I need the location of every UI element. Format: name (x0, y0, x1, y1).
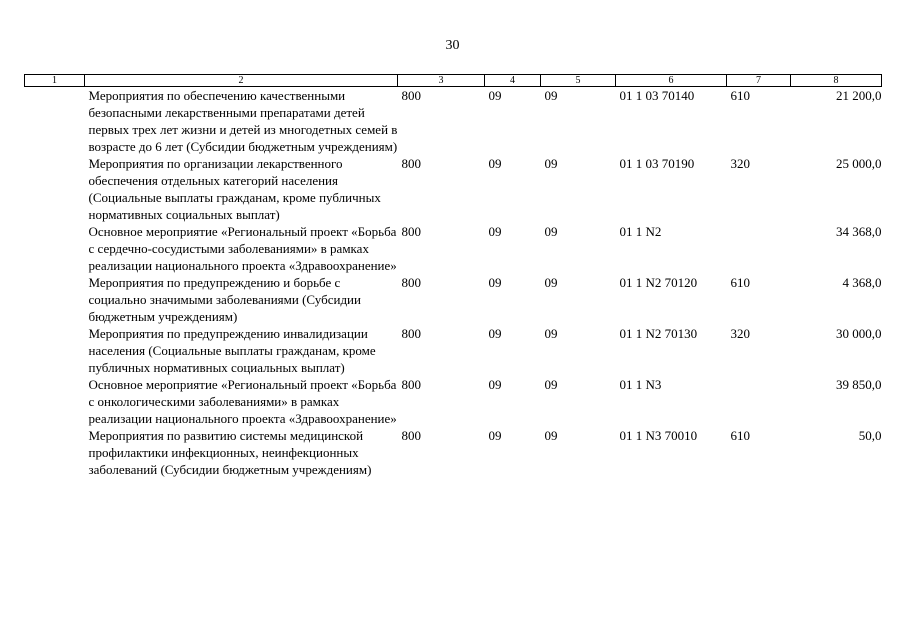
measure-name: Мероприятия по предупреждению и борьбе с социально значимыми заболеваниями (Субсидии бюджетным учреждениям) (88, 275, 361, 324)
section-code: 09 (488, 275, 502, 290)
column-header-8: 8 (791, 75, 882, 87)
amount: 25 000,0 (836, 156, 882, 171)
target-article-code: 01 1 N2 (619, 224, 662, 239)
target-article-code: 01 1 03 70140 (619, 88, 695, 103)
expense-type-code: 610 (730, 428, 750, 443)
subsection-code: 09 (544, 224, 558, 239)
table-row (25, 376, 882, 427)
target-article-code: 01 1 N2 70130 (619, 326, 698, 341)
column-header-7: 7 (727, 75, 791, 87)
page-number: 30 (445, 38, 460, 53)
column-header-4: 4 (485, 75, 541, 87)
measure-name: Основное мероприятие «Региональный проект «Борьба с онкологическими заболеваниями» в рамках реализации национального проекта «Здравоохранение» (88, 377, 397, 426)
expense-type-code: 320 (730, 156, 750, 171)
amount: 50,0 (858, 428, 882, 443)
target-article-code: 01 1 N2 70120 (619, 275, 698, 290)
grbs-code: 800 (401, 326, 421, 341)
column-header-5: 5 (541, 75, 616, 87)
measure-name: Мероприятия по обеспечению качественными безопасными лекарственными препаратами детей первых трех лет жизни и детей из многодетных семей в возрасте до 6 лет (Субсидии бюджетным учреждениям) (88, 88, 398, 154)
target-article-code: 01 1 N3 70010 (619, 428, 698, 443)
measure-name: Мероприятия по организации лекарственного обеспечения отдельных категорий населения (Социальные выплаты гражданам, кроме публичных нормативных социальных выплат) (88, 156, 381, 222)
target-article-code: 01 1 03 70190 (619, 156, 695, 171)
subsection-code: 09 (544, 88, 558, 103)
expense-type-code (727, 376, 791, 427)
budget-table (24, 74, 882, 478)
column-header-6: 6 (616, 75, 727, 87)
amount: 39 850,0 (836, 377, 882, 392)
subsection-code: 09 (544, 377, 558, 392)
table-row (25, 427, 882, 478)
expense-type-code: 320 (730, 326, 750, 341)
section-code: 09 (488, 224, 502, 239)
subsection-code: 09 (544, 156, 558, 171)
table-row (25, 155, 882, 223)
column-header-3: 3 (398, 75, 485, 87)
amount: 30 000,0 (836, 326, 882, 341)
measure-name: Мероприятия по развитию системы медицинской профилактики инфекционных, неинфекционных заболеваний (Субсидии бюджетным учреждениям) (88, 428, 372, 477)
grbs-code: 800 (401, 224, 421, 239)
amount: 4 368,0 (842, 275, 882, 290)
expense-type-code (727, 223, 791, 274)
measure-name: Мероприятия по предупреждению инвалидизации населения (Социальные выплаты гражданам, кроме публичных нормативных социальных выплат) (88, 326, 376, 375)
column-header-1: 1 (25, 75, 85, 87)
table-row (25, 274, 882, 325)
grbs-code: 800 (401, 156, 421, 171)
amount: 21 200,0 (836, 88, 882, 103)
header-row (25, 75, 882, 87)
subsection-code: 09 (544, 428, 558, 443)
column-header-2: 2 (85, 75, 398, 87)
grbs-code: 800 (401, 377, 421, 392)
table-row (25, 223, 882, 274)
section-code: 09 (488, 88, 502, 103)
target-article-code: 01 1 N3 (619, 377, 662, 392)
section-code: 09 (488, 156, 502, 171)
expense-type-code: 610 (730, 275, 750, 290)
section-code: 09 (488, 428, 502, 443)
subsection-code: 09 (544, 275, 558, 290)
grbs-code: 800 (401, 275, 421, 290)
grbs-code: 800 (401, 88, 421, 103)
section-code: 09 (488, 326, 502, 341)
table-row (25, 87, 882, 156)
expense-type-code: 610 (730, 88, 750, 103)
measure-name: Основное мероприятие «Региональный проект «Борьба с сердечно-сосудистыми заболеваниями» в рамках реализации национального проекта «Здравоохранение» (88, 224, 397, 273)
table-row (25, 325, 882, 376)
subsection-code: 09 (544, 326, 558, 341)
grbs-code: 800 (401, 428, 421, 443)
amount: 34 368,0 (836, 224, 882, 239)
section-code: 09 (488, 377, 502, 392)
